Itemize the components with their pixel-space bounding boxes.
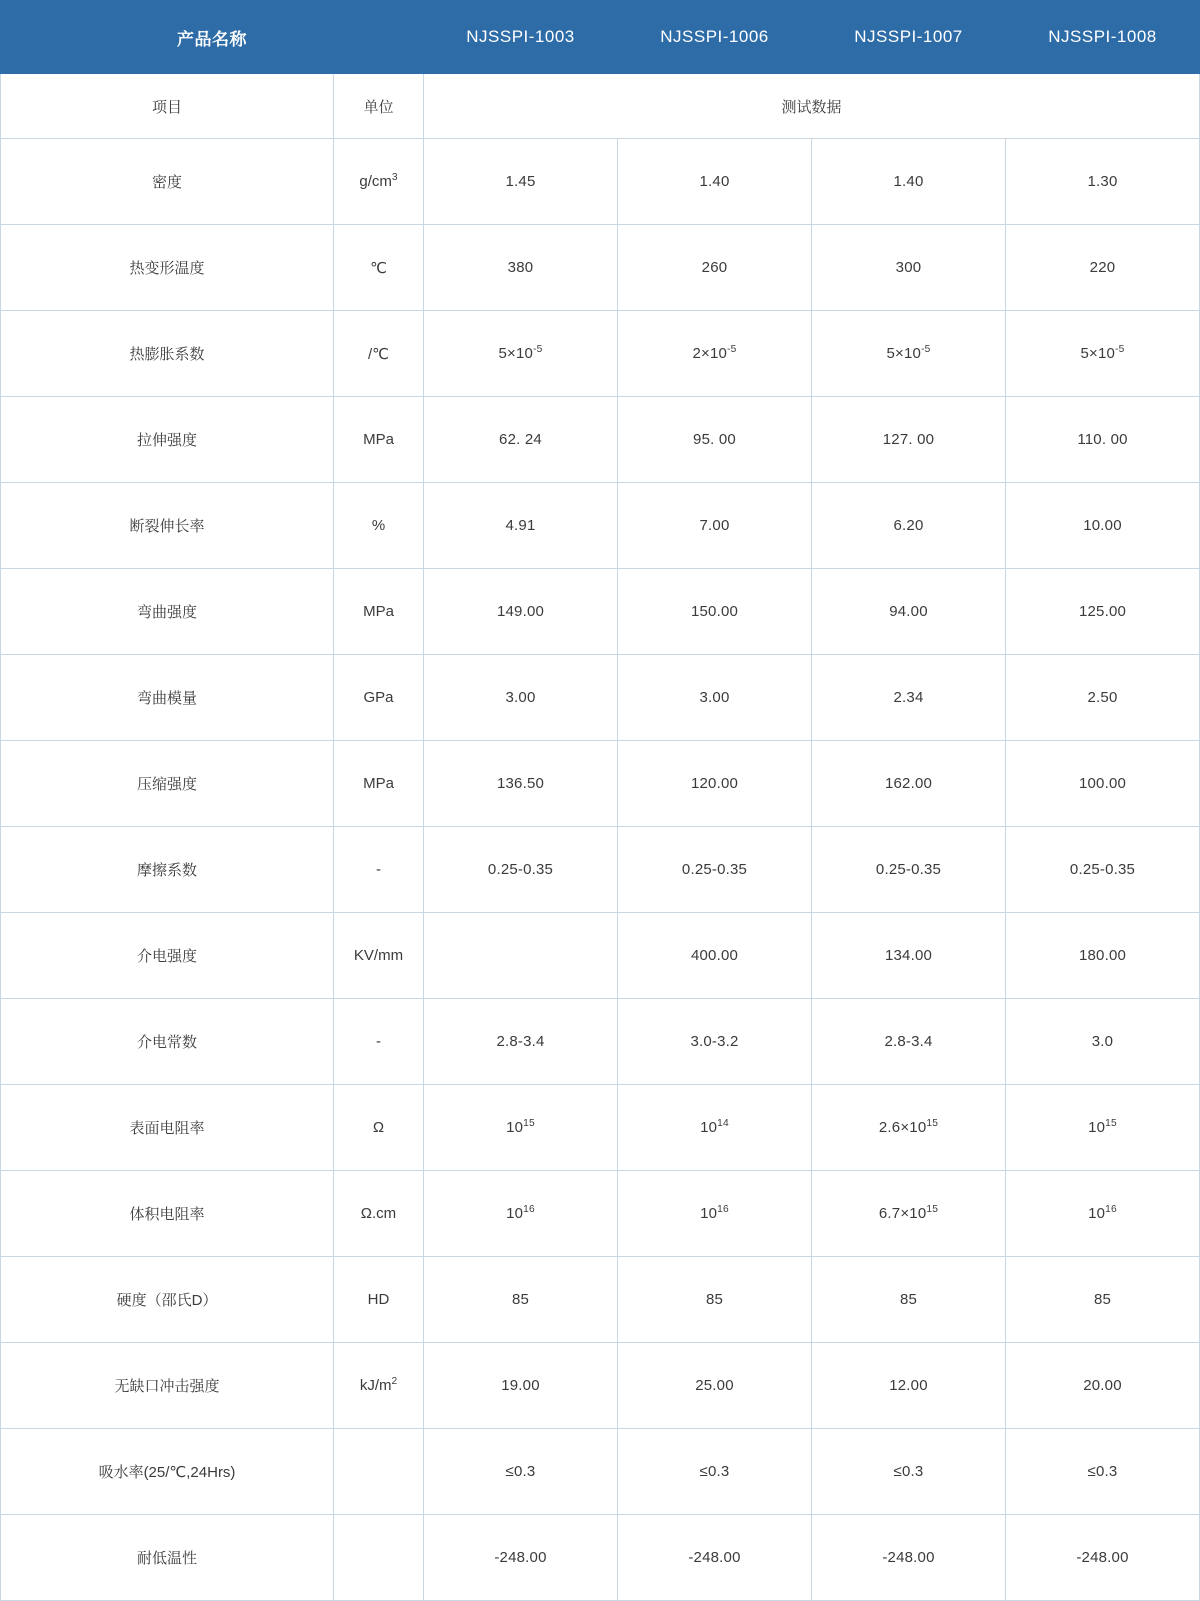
row-item-label: 体积电阻率 <box>1 1171 334 1257</box>
row-value-3: -248.00 <box>812 1515 1006 1601</box>
row-item-label: 介电强度 <box>1 913 334 999</box>
row-value-1: $10^{16}$ <box>424 1171 618 1257</box>
table-row <box>1 397 1200 483</box>
row-value-4: 1.30 <box>1006 139 1200 225</box>
row-value-3: 2.8-3.4 <box>812 999 1006 1085</box>
row-value-4: 2.50 <box>1006 655 1200 741</box>
row-value-2: 7.00 <box>618 483 812 569</box>
row-value-4: 0.25-0.35 <box>1006 827 1200 913</box>
row-unit: Ω <box>334 1085 424 1171</box>
row-value-2: 1.40 <box>618 139 812 225</box>
table-row <box>1 1515 1200 1601</box>
row-item-label: 摩擦系数 <box>1 827 334 913</box>
subheader-row <box>1 74 1200 139</box>
row-value-1: 62. 24 <box>424 397 618 483</box>
row-value-3: 300 <box>812 225 1006 311</box>
row-value-3: 162.00 <box>812 741 1006 827</box>
row-value-3: 85 <box>812 1257 1006 1343</box>
row-value-2: ≤0.3 <box>618 1429 812 1515</box>
row-item-label: 压缩强度 <box>1 741 334 827</box>
row-value-1: $10^{15}$ <box>424 1085 618 1171</box>
subheader-test-data: 测试数据 <box>424 74 1200 139</box>
row-value-3: $2.6\times 10^{15}$ <box>812 1085 1006 1171</box>
header-product-4: NJSSPI-1008 <box>1006 1 1200 74</box>
row-value-1: 1.45 <box>424 139 618 225</box>
row-value-4: 220 <box>1006 225 1200 311</box>
row-item-label: 无缺口冲击强度 <box>1 1343 334 1429</box>
row-value-2: 25.00 <box>618 1343 812 1429</box>
table-row <box>1 1257 1200 1343</box>
row-item-label: 拉伸强度 <box>1 397 334 483</box>
subheader-unit: 单位 <box>334 74 424 139</box>
row-value-3: 1.40 <box>812 139 1006 225</box>
table-row <box>1 913 1200 999</box>
row-item-label: 断裂伸长率 <box>1 483 334 569</box>
row-value-1: ≤0.3 <box>424 1429 618 1515</box>
row-unit: MPa <box>334 569 424 655</box>
row-item-label: 硬度（邵氏D） <box>1 1257 334 1343</box>
row-unit <box>334 1515 424 1601</box>
table-row <box>1 483 1200 569</box>
row-value-4: ≤0.3 <box>1006 1429 1200 1515</box>
row-unit: - <box>334 999 424 1085</box>
row-value-3: 94.00 <box>812 569 1006 655</box>
row-value-1: $5\times 10^{-5}$ <box>424 311 618 397</box>
row-value-2: 0.25-0.35 <box>618 827 812 913</box>
row-value-3: 127. 00 <box>812 397 1006 483</box>
row-value-3: 0.25-0.35 <box>812 827 1006 913</box>
table-row <box>1 741 1200 827</box>
row-value-2: 400.00 <box>618 913 812 999</box>
row-value-4: 100.00 <box>1006 741 1200 827</box>
row-value-1 <box>424 913 618 999</box>
row-value-2: -248.00 <box>618 1515 812 1601</box>
row-unit: Ω.cm <box>334 1171 424 1257</box>
table-row <box>1 311 1200 397</box>
row-value-1: 0.25-0.35 <box>424 827 618 913</box>
row-item-label: 耐低温性 <box>1 1515 334 1601</box>
row-item-label: 热变形温度 <box>1 225 334 311</box>
header-product-name: 产品名称 <box>1 1 424 74</box>
table-row <box>1 1343 1200 1429</box>
table-row <box>1 569 1200 655</box>
row-value-4: 20.00 <box>1006 1343 1200 1429</box>
row-value-2: 120.00 <box>618 741 812 827</box>
row-value-4: 110. 00 <box>1006 397 1200 483</box>
row-unit: MPa <box>334 741 424 827</box>
row-unit <box>334 1429 424 1515</box>
row-unit: % <box>334 483 424 569</box>
row-value-2: 85 <box>618 1257 812 1343</box>
subheader-item: 项目 <box>1 74 334 139</box>
table-row <box>1 999 1200 1085</box>
row-item-label: 弯曲模量 <box>1 655 334 741</box>
row-value-1: 2.8-3.4 <box>424 999 618 1085</box>
row-unit: $g/cm^3$ <box>334 139 424 225</box>
table-body <box>1 74 1200 1601</box>
row-unit: HD <box>334 1257 424 1343</box>
row-value-2: $2\times 10^{-5}$ <box>618 311 812 397</box>
row-item-label: 介电常数 <box>1 999 334 1085</box>
row-value-4: $10^{15}$ <box>1006 1085 1200 1171</box>
row-value-2: $10^{16}$ <box>618 1171 812 1257</box>
row-value-2: 150.00 <box>618 569 812 655</box>
row-value-4: 125.00 <box>1006 569 1200 655</box>
header-row <box>1 1 1200 74</box>
row-value-4: 180.00 <box>1006 913 1200 999</box>
table-row <box>1 655 1200 741</box>
row-value-1: 19.00 <box>424 1343 618 1429</box>
table-row <box>1 1429 1200 1515</box>
row-value-2: 95. 00 <box>618 397 812 483</box>
row-unit: /℃ <box>334 311 424 397</box>
row-unit: GPa <box>334 655 424 741</box>
row-value-4: 85 <box>1006 1257 1200 1343</box>
row-item-label: 密度 <box>1 139 334 225</box>
row-value-3: $5\times 10^{-5}$ <box>812 311 1006 397</box>
row-value-3: 134.00 <box>812 913 1006 999</box>
row-value-1: -248.00 <box>424 1515 618 1601</box>
row-value-1: 136.50 <box>424 741 618 827</box>
row-unit: ℃ <box>334 225 424 311</box>
row-unit: KV/mm <box>334 913 424 999</box>
row-value-2: 3.00 <box>618 655 812 741</box>
row-value-3: $6.7\times 10^{15}$ <box>812 1171 1006 1257</box>
table-row <box>1 1085 1200 1171</box>
row-value-4: -248.00 <box>1006 1515 1200 1601</box>
header-product-3: NJSSPI-1007 <box>812 1 1006 74</box>
table-row <box>1 1171 1200 1257</box>
row-value-3: 6.20 <box>812 483 1006 569</box>
row-value-4: 10.00 <box>1006 483 1200 569</box>
row-value-1: 4.91 <box>424 483 618 569</box>
table-header <box>1 1 1200 74</box>
row-value-2: $10^{14}$ <box>618 1085 812 1171</box>
row-value-3: 12.00 <box>812 1343 1006 1429</box>
row-unit: - <box>334 827 424 913</box>
table-row <box>1 139 1200 225</box>
row-item-label: 弯曲强度 <box>1 569 334 655</box>
header-product-1: NJSSPI-1003 <box>424 1 618 74</box>
row-value-2: 260 <box>618 225 812 311</box>
row-value-1: 149.00 <box>424 569 618 655</box>
row-value-2: 3.0-3.2 <box>618 999 812 1085</box>
row-value-1: 380 <box>424 225 618 311</box>
row-value-4: $10^{16}$ <box>1006 1171 1200 1257</box>
row-value-1: 3.00 <box>424 655 618 741</box>
row-value-3: 2.34 <box>812 655 1006 741</box>
row-item-label: 吸水率(25/℃,24Hrs) <box>1 1429 334 1515</box>
table-row <box>1 827 1200 913</box>
row-unit: $kJ/m^2$ <box>334 1343 424 1429</box>
row-value-1: 85 <box>424 1257 618 1343</box>
row-unit: MPa <box>334 397 424 483</box>
table-row <box>1 225 1200 311</box>
row-value-3: ≤0.3 <box>812 1429 1006 1515</box>
row-value-4: 3.0 <box>1006 999 1200 1085</box>
row-item-label: 热膨胀系数 <box>1 311 334 397</box>
row-value-4: $5\times 10^{-5}$ <box>1006 311 1200 397</box>
row-item-label: 表面电阻率 <box>1 1085 334 1171</box>
header-product-2: NJSSPI-1006 <box>618 1 812 74</box>
